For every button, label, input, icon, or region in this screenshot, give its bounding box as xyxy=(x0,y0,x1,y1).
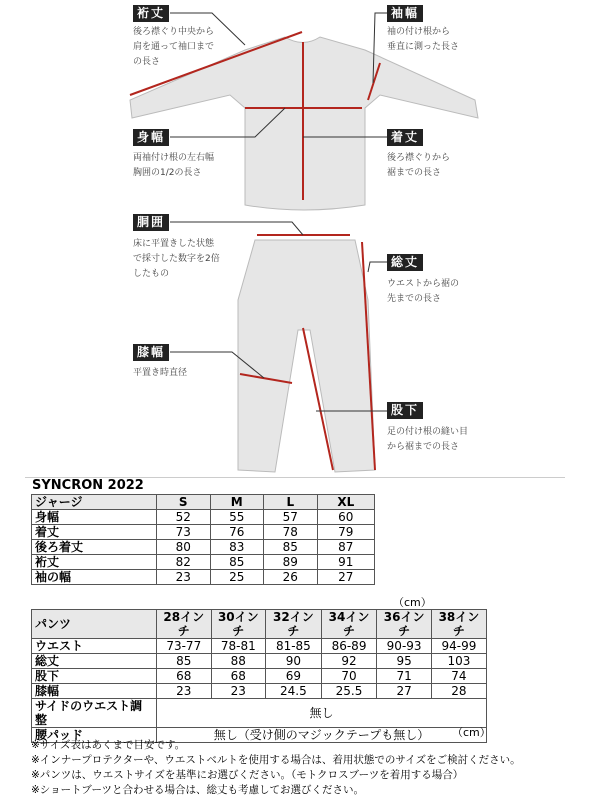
cell: 85 xyxy=(210,555,264,570)
row-label: パンツ xyxy=(32,610,157,639)
label-matashita: 股下 xyxy=(387,402,423,419)
note: ※パンツは、ウエストサイズを基準にお選びください。（モトクロスブーツを着用する場合） xyxy=(31,769,464,781)
desc-mihaba: 両袖付け根の左右幅 胸囲の1/2の長さ xyxy=(133,153,215,178)
table-row xyxy=(32,570,375,585)
row-label: 腰パッド xyxy=(32,728,157,743)
table-row xyxy=(32,684,487,699)
note: ※インナープロテクターや、ウエストベルトを使用する場合は、着用状態でのサイズをご検討ください。 xyxy=(31,754,521,766)
cell: 92 xyxy=(321,654,377,669)
table-row xyxy=(32,510,375,525)
cell: 34インチ xyxy=(321,610,377,639)
jersey-unit: （cm） xyxy=(393,596,432,609)
cell: 38インチ xyxy=(431,610,486,639)
label-soutake: 総丈 xyxy=(387,254,423,271)
cell: 90 xyxy=(266,654,322,669)
cell: 95 xyxy=(377,654,432,669)
desc-hizahaba: 平置き時直径 xyxy=(133,368,188,378)
cell: 32インチ xyxy=(266,610,322,639)
table-row xyxy=(32,639,487,654)
label-kitake: 着丈 xyxy=(387,129,423,146)
label-hizahaba: 膝幅 xyxy=(133,344,169,361)
pants-unit: （cm） xyxy=(452,726,491,739)
cell: 68 xyxy=(157,669,212,684)
row-label: 股下 xyxy=(32,669,157,684)
table-row xyxy=(32,654,487,669)
label-doui: 胴囲 xyxy=(133,214,169,231)
cell: 55 xyxy=(210,510,264,525)
cell: 52 xyxy=(157,510,211,525)
row-label: サイドのウエスト調整 xyxy=(32,699,157,728)
desc-kitake: 後ろ襟ぐりから 裾までの長さ xyxy=(387,153,451,178)
cell: 76 xyxy=(210,525,264,540)
row-label: 後ろ着丈 xyxy=(32,540,157,555)
cell: 無し（受け側のマジックテープも無し） xyxy=(157,728,487,743)
cell: S xyxy=(157,495,211,510)
cell: 30インチ xyxy=(211,610,266,639)
cell: 25 xyxy=(210,570,264,585)
cell: 79 xyxy=(317,525,374,540)
note: ※ショートブーツと合わせる場合は、総丈も考慮してお選びください。 xyxy=(31,784,365,796)
cell: 89 xyxy=(264,555,318,570)
row-label: 総丈 xyxy=(32,654,157,669)
table-row xyxy=(32,555,375,570)
cell: 87 xyxy=(317,540,374,555)
cell: 81-85 xyxy=(266,639,322,654)
label-mihaba: 身幅 xyxy=(133,129,169,146)
cell: 26 xyxy=(264,570,318,585)
cell: 78-81 xyxy=(211,639,266,654)
cell: 94-99 xyxy=(431,639,486,654)
cell: 57 xyxy=(264,510,318,525)
cell: 73 xyxy=(157,525,211,540)
cell: 103 xyxy=(431,654,486,669)
table-row xyxy=(32,669,487,684)
cell: M xyxy=(210,495,264,510)
desc-yukitake: 後ろ襟ぐり中央から 肩を通って袖口まで の長さ xyxy=(133,27,215,67)
cell: 68 xyxy=(211,669,266,684)
note: ※サイズ表はあくまで目安です。 xyxy=(31,739,186,751)
cell: 73-77 xyxy=(157,639,212,654)
cell: 82 xyxy=(157,555,211,570)
pants-size-table xyxy=(31,609,487,743)
cell: 90-93 xyxy=(377,639,432,654)
header-row xyxy=(32,610,487,639)
desc-doui: 床に平置きした状態 で採寸した数字を2倍 したもの xyxy=(133,239,220,279)
cell: 27 xyxy=(377,684,432,699)
cell: 91 xyxy=(317,555,374,570)
table-row xyxy=(32,540,375,555)
cell: 85 xyxy=(264,540,318,555)
label-sodehaba: 袖幅 xyxy=(387,5,423,22)
table-row xyxy=(32,525,375,540)
cell: 28インチ xyxy=(157,610,212,639)
row-label: 着丈 xyxy=(32,525,157,540)
desc-soutake: ウエストから裾の 先までの長さ xyxy=(387,279,460,304)
cell: L xyxy=(264,495,318,510)
cell: 無し xyxy=(157,699,487,728)
cell: 36インチ xyxy=(377,610,432,639)
cell: 24.5 xyxy=(266,684,322,699)
cell: 23 xyxy=(157,684,212,699)
cell: 23 xyxy=(211,684,266,699)
jersey-size-table xyxy=(31,494,375,585)
cell: 78 xyxy=(264,525,318,540)
cell: 28 xyxy=(431,684,486,699)
cell: 69 xyxy=(266,669,322,684)
row-label: 身幅 xyxy=(32,510,157,525)
cell: 23 xyxy=(157,570,211,585)
desc-matashita: 足の付け根の縫い目 から裾までの長さ xyxy=(387,427,469,452)
cell: 88 xyxy=(211,654,266,669)
label-yukitake: 裄丈 xyxy=(133,5,169,22)
cell: 83 xyxy=(210,540,264,555)
row-label: ウエスト xyxy=(32,639,157,654)
row-label: 膝幅 xyxy=(32,684,157,699)
pants-shape xyxy=(238,240,375,472)
cell: 60 xyxy=(317,510,374,525)
cell: XL xyxy=(317,495,374,510)
product-title: SYNCRON 2022 xyxy=(32,478,144,493)
row-label: 裄丈 xyxy=(32,555,157,570)
header-row xyxy=(32,495,375,510)
cell: 27 xyxy=(317,570,374,585)
cell: 85 xyxy=(157,654,212,669)
row-label: ジャージ xyxy=(32,495,157,510)
cell: 71 xyxy=(377,669,432,684)
cell: 25.5 xyxy=(321,684,377,699)
cell: 70 xyxy=(321,669,377,684)
desc-sodehaba: 袖の付け根から 垂直に測った長さ xyxy=(387,27,460,52)
table-row xyxy=(32,699,487,728)
cell: 80 xyxy=(157,540,211,555)
cell: 86-89 xyxy=(321,639,377,654)
cell: 74 xyxy=(431,669,486,684)
row-label: 袖の幅 xyxy=(32,570,157,585)
